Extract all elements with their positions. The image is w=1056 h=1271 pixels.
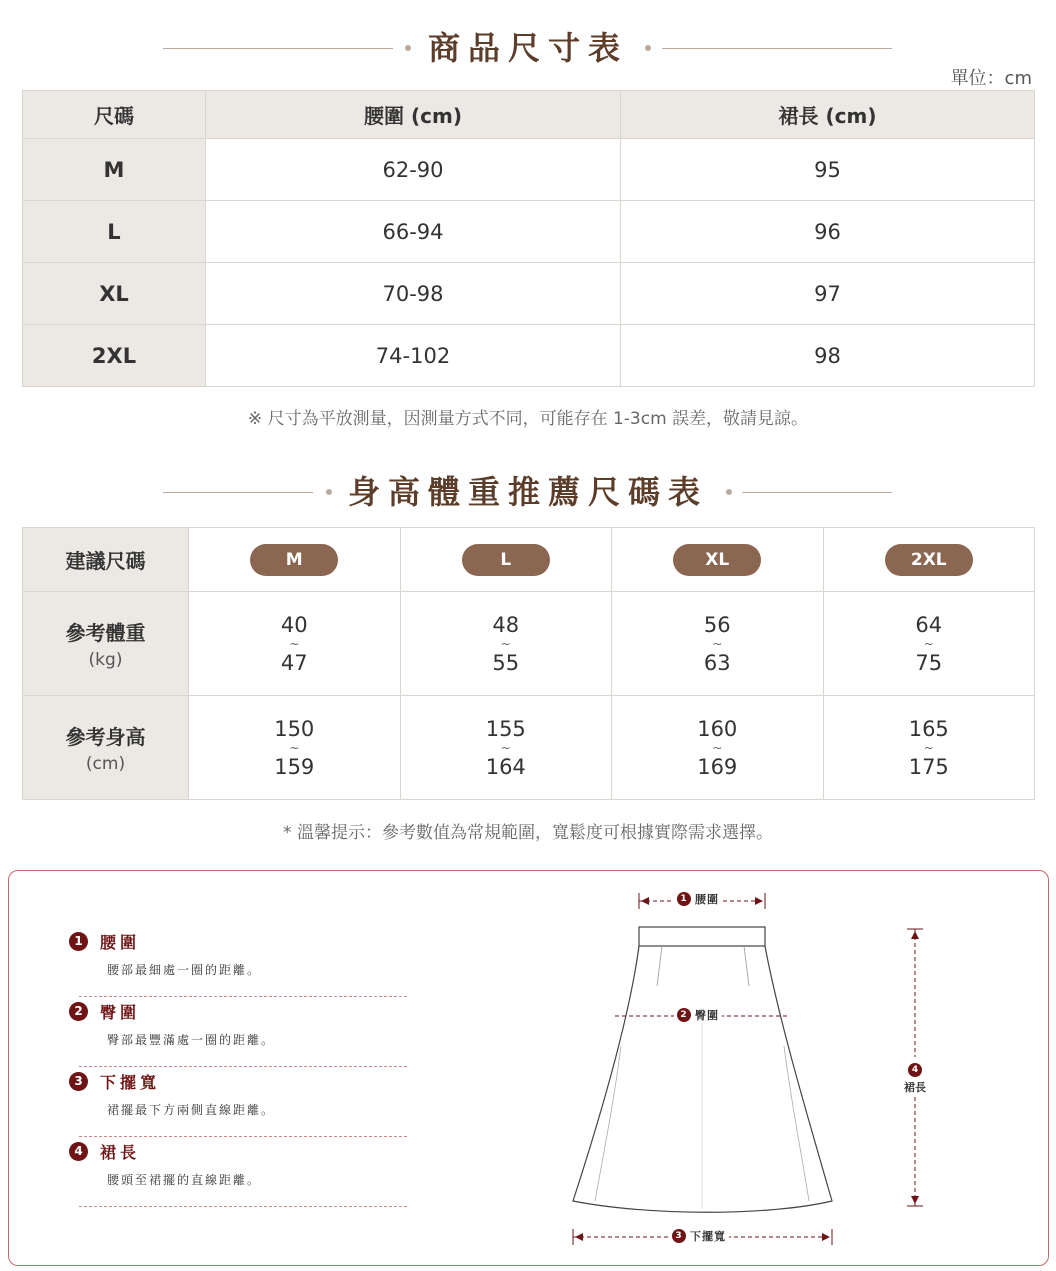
recommend-chart-title: 身高體重推薦尺碼表 [347,473,708,511]
size-pill: XL [673,544,761,576]
number-badge: 1 [69,932,88,951]
header-waist: 腰圍 (cm) [206,91,621,139]
weight-range-cell: 40 ~ 47 [189,592,401,696]
legend-desc: 裙擺最下方兩側直線距離。 [107,1103,276,1117]
title-dot-right [645,45,651,51]
waist-cell: 74-102 [206,325,621,387]
row-label-suggest: 建議尺碼 [23,528,189,592]
waist-cell: 70-98 [206,263,621,325]
length-cell: 96 [621,201,1035,263]
legend-title: 裙長 [100,1142,141,1162]
table-row [23,139,1035,201]
suggest-size-row [23,528,1035,592]
weight-range-cell: 48 ~ 55 [400,592,612,696]
legend-desc: 腰頭至裙擺的直線距離。 [107,1173,262,1187]
size-pill: 2XL [885,544,973,576]
size-pill-cell [400,528,612,592]
size-cell: M [23,139,206,201]
size-pill-cell [823,528,1035,592]
table-row [23,263,1035,325]
measure-guide-panel [8,870,1049,1266]
size-pill-cell [612,528,824,592]
size-pill: L [462,544,550,576]
skirt-diagram [9,871,1050,1267]
height-row [23,696,1035,800]
table-header-row [23,91,1035,139]
title-divider-right [742,492,892,493]
table-row [23,201,1035,263]
table-row [23,325,1035,387]
header-size: 尺碼 [23,91,206,139]
waistband-shape [639,927,765,946]
legend-title: 臀圍 [100,1002,141,1022]
legend-desc: 腰部最細處一圈的距離。 [107,963,262,977]
length-cell: 97 [621,263,1035,325]
height-range-cell: 155 ~ 164 [400,696,612,800]
title-divider-right [662,48,892,49]
length-cell: 95 [621,139,1035,201]
height-range-cell: 150 ~ 159 [189,696,401,800]
header-length: 裙長 (cm) [621,91,1035,139]
waist-cell: 62-90 [206,139,621,201]
number-badge: 2 [69,1002,88,1021]
title-dot-right [726,489,732,495]
number-badge: 4 [69,1142,88,1161]
height-range-cell: 160 ~ 169 [612,696,824,800]
size-chart-title-bar [0,28,1056,68]
size-chart-table [22,90,1035,387]
row-label-weight: 參考體重 (kg) [23,592,189,696]
weight-range-cell: 64 ~ 75 [823,592,1035,696]
height-range-cell: 165 ~ 175 [823,696,1035,800]
legend-title: 下擺寬 [100,1072,161,1092]
diagram-label-hip: 2 臀圍 [674,1007,722,1023]
size-chart-title: 商品尺寸表 [427,29,628,67]
diagram-label-length: 4 裙長 [897,1057,933,1095]
diagram-label-hem: 3 下擺寬 [669,1228,729,1244]
weight-range-cell: 56 ~ 63 [612,592,824,696]
size-cell: 2XL [23,325,206,387]
skirt-body-shape [573,946,832,1212]
length-cell: 98 [621,325,1035,387]
legend-desc: 臀部最豐滿處一圈的距離。 [107,1033,276,1047]
size-chart-note: ※ 尺寸為平放測量，因測量方式不同，可能存在 1-3cm 誤差，敬請見諒。 [247,409,809,429]
recommend-note: * 溫馨提示：參考數值為常規範圍，寬鬆度可根據實際需求選擇。 [283,823,773,843]
size-cell: XL [23,263,206,325]
row-label-height: 參考身高 (cm) [23,696,189,800]
waist-cell: 66-94 [206,201,621,263]
unit-label: 單位：cm [950,68,1032,89]
size-cell: L [23,201,206,263]
weight-row [23,592,1035,696]
diagram-label-waist: 1 腰圍 [674,891,722,907]
size-pill: M [250,544,338,576]
size-pill-cell [189,528,401,592]
recommend-title-bar [0,472,1056,512]
number-badge: 3 [69,1072,88,1091]
legend-title: 腰圍 [100,932,141,952]
recommend-chart-table [22,527,1035,800]
